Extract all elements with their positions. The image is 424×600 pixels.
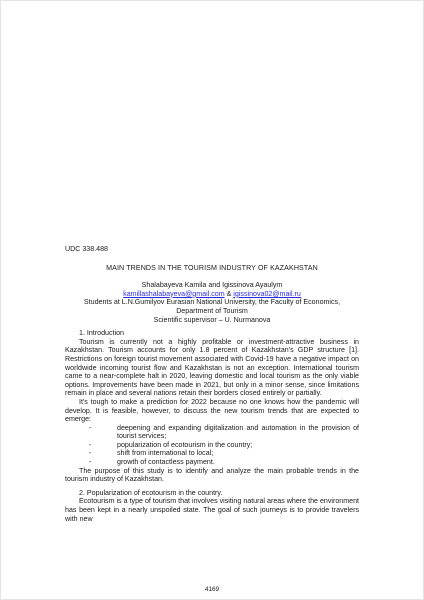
paragraph-3: The purpose of this study is to identify and analyze the main probable trends in the tourism industry of Kazakhstan. xyxy=(65,466,359,484)
trend-list xyxy=(65,424,359,467)
list-item-text: deepening and expanding digitalization and automation in the provision of tourist services; xyxy=(117,423,359,441)
affiliation-line-2: Department of Tourism xyxy=(176,306,248,315)
list-dash: - xyxy=(89,423,92,432)
section-1-heading: 1. Introduction xyxy=(79,329,124,338)
page-number: 4169 xyxy=(204,586,220,593)
section-2-heading: 2. Popularization of ecotourism in the country. xyxy=(79,488,223,497)
paragraph-4: Ecotourism is a type of tourism that involves visiting natural areas where the environment has been kept in a nearly unspoiled state. The goal of such journeys is to provide travelers with new xyxy=(65,497,359,523)
list-item xyxy=(65,449,359,458)
list-item-text: shift from international to local; xyxy=(117,449,214,458)
list-item xyxy=(65,441,359,450)
email-link-2[interactable]: igissinova02@mail.ru xyxy=(233,289,301,298)
list-item xyxy=(65,458,359,467)
list-dash: - xyxy=(89,440,92,449)
list-item-text: popularization of ecotourism in the country; xyxy=(117,440,253,449)
list-item xyxy=(65,424,359,441)
paragraph-1: Tourism is currently not a highly profitable or investment-attractive business in Kazakhstan. Tourism accounts for only 1.8 percent of Kazakhstan's GDP structure [1]. Restrictions on foreign tourist movement associated with Covid-19 have a negative impact on worldwide incoming tourist flow and Kazakhstan is not an exception. International tourism came to a near-complete halt in 2020, leaving domestic and local tourism as the only viable options. Improvements have been made in 2021, but only in a minor sense, since limitations remain in place and several nations retain their borders closed entirely or partially. xyxy=(65,337,359,398)
list-item-text: growth of contactless payment. xyxy=(117,458,215,467)
supervisor: Scientific supervisor – U. Nurmanova xyxy=(153,315,271,324)
paper-title: MAIN TRENDS IN THE TOURISM INDUSTRY OF KAZAKHSTAN xyxy=(106,263,318,272)
author-emails xyxy=(65,290,359,299)
list-dash: - xyxy=(89,458,92,467)
paragraph-2: It's tough to make a prediction for 2022 because no one knows how the pandemic will develop. It is feasible, however, to discuss the new tourism trends that are expected to emerge: xyxy=(65,397,359,424)
authors: Shalabayeva Kamila and Igissinova Ayaulym xyxy=(141,281,283,290)
udc-code: UDC 338.488 xyxy=(65,245,108,253)
list-dash: - xyxy=(89,449,92,458)
email-separator: & xyxy=(224,289,234,298)
affiliation-line-1: Students at L.N.Gumilyov Eurasian National University, the Faculty of Economics, xyxy=(83,298,341,307)
paper-body xyxy=(65,245,359,523)
email-link-1[interactable]: kamillashalabayeva@gmail.com xyxy=(123,289,225,298)
